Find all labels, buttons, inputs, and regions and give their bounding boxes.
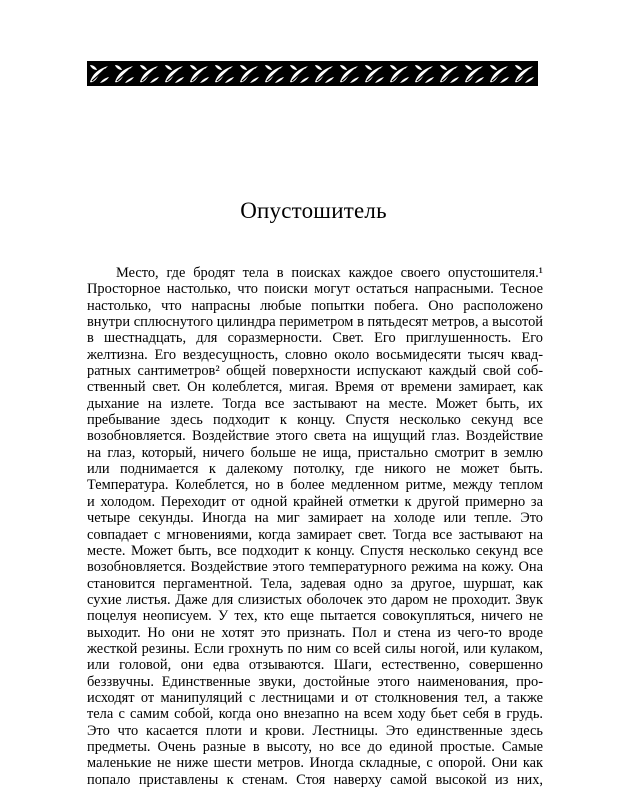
text-line: беззвучны. Единственные звуки, достойные этого наименования, про- [87,673,543,690]
text-line: Просторное настолько, что поиски могут остаться напрасными. Тесное [87,281,543,298]
text-line: сухие листья. Даже для слизистых оболочек это даром не проходит. Звук [87,591,543,608]
text-line: на глаз, который, ничего больше не ища, пристально смотрит в землю [87,444,543,461]
text-line: жесткой резины. Если грохнуть по ним со всей силы ногой, или кулаком, [87,640,543,657]
text-line: или поднимается к далекому потолку, где никого не может быть. [87,461,543,478]
text-line: ратных сантиметров² общей поверхности испускают каждый свой соб- [87,363,543,380]
text-line: и холодом. Переходит от одной крайней отметки к другой примерно за [87,493,543,510]
text-line: настолько, что напрасны любые попытки побега. Оно расположено [87,297,543,314]
text-line: поцелуя неописуем. У тех, кто еще пытается совокупляться, ничего не [87,608,543,625]
text-line: или головой, они едва отзываются. Шаги, естественно, совершенно [87,657,543,674]
text-line: дыхание на излете. Тогда все застывают на месте. Может быть, их [87,395,543,412]
text-line: совпадает с мгновениями, когда замирает свет. Тогда все застывают на [87,526,543,543]
text-line: месте. Может быть, все подходит к концу. Спустя несколько секунд все [87,542,543,559]
text-line: Это что касается плоти и крови. Лестницы. Это единственные здесь [87,722,543,739]
text-line: предметы. Очень разные в высоту, но все до единой простые. Самые [87,738,543,755]
text-line: желтизна. Его вездесущность, словно около восьмидесяти тысяч квад- [87,346,543,363]
text-line: выходит. Но они не хотят это признать. Пол и стена из чего-то вроде [87,624,543,641]
leaf-frieze-ornament-icon [87,61,538,86]
text-line: становится пергаментной. Тела, задевая одно за другое, шуршат, как [87,575,543,592]
text-line: возобновляется. Воздействие этого температурного режима на кожу. Она [87,559,543,576]
text-line: попало приставлены к стенам. Стоя наверху самой высокой из них, [87,771,543,788]
text-line: Температура. Колеблется, но в более медленном ритме, между теплом [87,477,543,494]
text-line: пребывание здесь подходит к концу. Спустя несколько секунд все [87,412,543,429]
text-line: ственный свет. Он колеблется, мигая. Время от времени замирает, как [87,379,543,396]
body-paragraph [87,265,543,788]
text-line: возобновляется. Воздействие этого света на ищущий глаз. Воздействие [87,428,543,445]
text-line: четыре секунды. Иногда на миг замирает на холоде или тепле. Это [87,510,543,527]
chapter-title: Опустошитель [240,198,387,223]
text-line: маленькие не ниже шести метров. Иногда складные, с опорой. Они как [87,755,543,772]
text-line: тела с самим собой, когда оно внезапно на всем ходу бьет себя в грудь. [87,706,543,723]
text-line: Место, где бродят тела в поисках каждое своего опустошителя.¹ [116,265,543,281]
text-line: в шестнадцать, для соразмерности. Свет. Его приглушенность. Его [87,330,543,347]
text-line: внутри сплюснутого цилиндра периметром в пятьдесят метров, а высотой [87,314,543,331]
text-line: исходят от манипуляций с лестницами и от столкновения тел, а также [87,689,543,706]
